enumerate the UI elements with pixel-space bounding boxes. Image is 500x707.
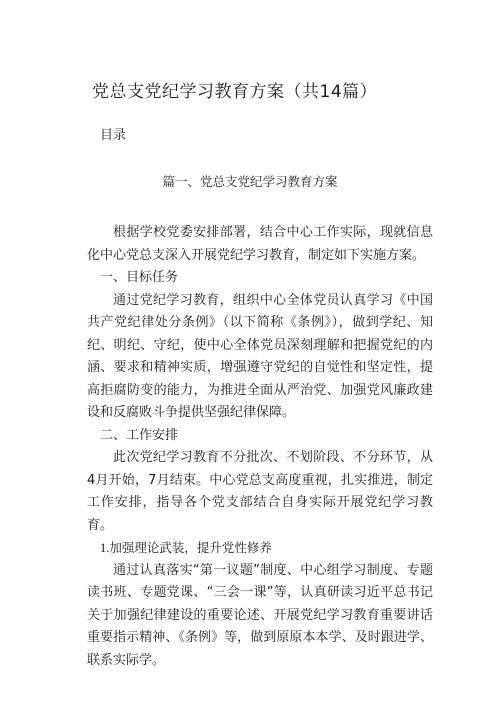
paragraph-intro: 根据学校党委安排部署，结合中心工作实际，现就信息化中心党总支深入开展党纪学习教育，制定如下实施方案。 <box>87 225 433 263</box>
subsection-heading-theory: 1.加强理论武装，提升党性修养 <box>100 541 272 555</box>
paragraph-theory: 通过认真落实“第一议题”制度、中心组学习制度、专题读书班、专题党课、“三会一课”等，认真研读习近平总书记关于加强纪律建设的重要论述、开展党纪学习教育重要讲话重要指示精神、《条例》等，做到原原本本学、及时跟进学、联系实际学。 <box>87 562 433 668</box>
document-body <box>87 222 433 672</box>
section-heading-arrangement: 二、工作安排 <box>100 427 179 443</box>
paragraph-goals: 通过党纪学习教育，组织中心全体党员认真学习《中国共产党纪律处分条例》（以下简称《条例》），做到学纪、知纪、明纪、守纪，使中心全体党员深刻理解和把握党纪的内涵、要求和精神实质，增强遵守党纪的自觉性和坚定性，提高拒腐防变的能力，为推进全面从严治党、加强党风廉政建设和反腐败斗争提供坚强纪律保障。 <box>87 292 433 420</box>
toc-label: 目录 <box>100 128 127 143</box>
document-title: 党总支党纪学习教育方案（共14篇） <box>92 82 378 102</box>
chapter-title: 篇一、党总支党纪学习教育方案 <box>162 174 338 189</box>
section-heading-goals: 一、目标任务 <box>100 270 179 285</box>
paragraph-arrangement: 此次党纪学习教育不分批次、不划阶段、不分环节，从4月开始，7月结束。中心党总支高度重视，扎实推进，制定工作安排，指导各个党支部结合自身实际开展党纪学习教育。 <box>87 450 433 533</box>
